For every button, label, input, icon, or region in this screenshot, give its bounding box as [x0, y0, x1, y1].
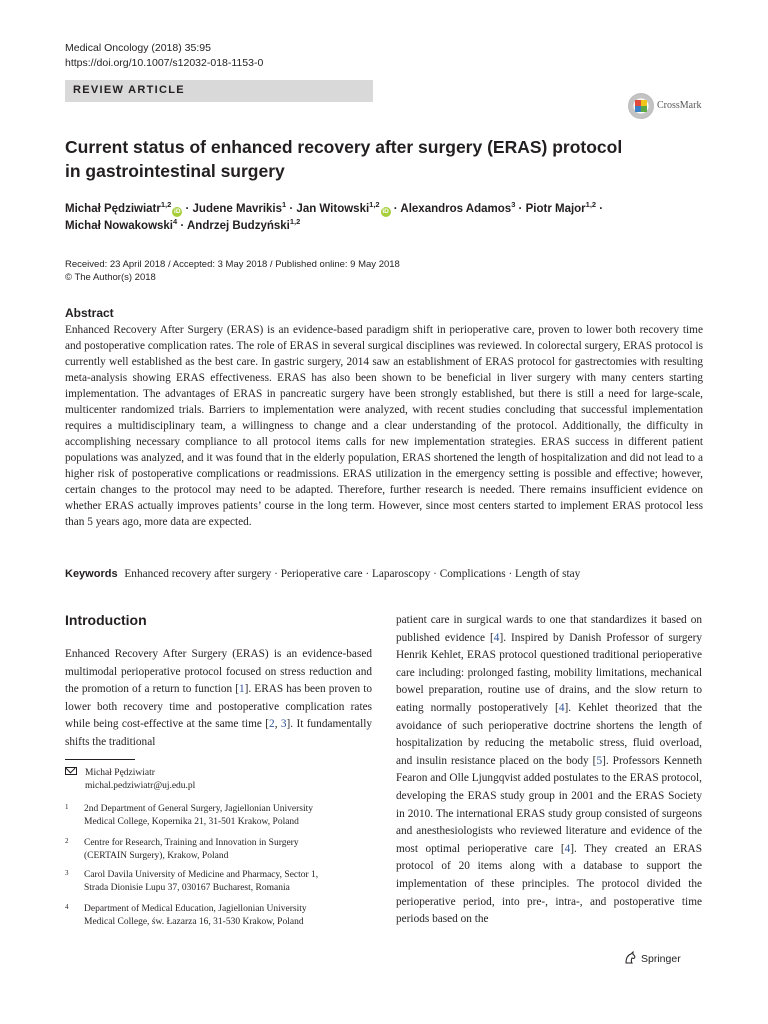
- citation-link[interactable]: 4: [558, 701, 565, 714]
- abstract-heading: Abstract: [65, 306, 114, 320]
- title-line: in gastrointestinal surgery: [65, 161, 285, 181]
- publisher-name: Springer: [641, 953, 681, 965]
- author-separator: ·: [596, 203, 604, 215]
- author-affiliation-marker: 1: [282, 200, 287, 209]
- orcid-icon[interactable]: iD: [174, 208, 181, 215]
- author-list: [65, 201, 705, 235]
- author-affiliation-marker: 1,2: [585, 200, 597, 209]
- body-text: ]. Inspired by Danish Professor of surgery Henrik Kehlet, ERAS protocol questioned traditional perioperative care including: prolonged fasting, mobility limitations, mechanical bowel preparation, routine use of drains, and the slow return to eating normally postoperatively [: [396, 631, 702, 714]
- author-separator: ·: [182, 203, 193, 215]
- author-separator: ·: [515, 203, 526, 215]
- citation-link[interactable]: 1: [238, 683, 245, 696]
- orcid-icon[interactable]: iD: [382, 208, 389, 215]
- affiliation-number: 1: [65, 803, 69, 811]
- author-name: Michał Nowakowski: [65, 220, 174, 232]
- body-text: patient care in surgical wards to one that standardizes it based on published evidence [: [396, 614, 702, 644]
- author-name: Piotr Major: [525, 203, 586, 215]
- doi-link[interactable]: https://doi.org/10.1007/s12032-018-1153-0: [65, 57, 264, 69]
- correspondence-email[interactable]: michal.pedziwiatr@uj.edu.pl: [85, 781, 196, 791]
- author-affiliation-marker: 3: [511, 200, 516, 209]
- author-name: Michał Pędziwiatr: [65, 203, 161, 215]
- springer-horse-icon: [623, 951, 637, 965]
- crossmark-label: CrossMark: [657, 100, 702, 111]
- body-text: ]. ERAS has been proven to lower both recovery time and postoperative complication rates while being cost-effective at the same time [: [65, 683, 373, 731]
- keywords: [65, 566, 705, 582]
- author-separator: ·: [286, 203, 297, 215]
- citation-link[interactable]: 2: [269, 718, 275, 731]
- affiliation-number: 3: [65, 869, 69, 877]
- body-text: ,: [274, 718, 281, 731]
- author-affiliation-marker: 1,2: [369, 200, 380, 209]
- keywords-text: Enhanced recovery after surgery · Perioperative care · Laparoscopy · Complications · Length of stay: [124, 568, 581, 580]
- envelope-icon: [65, 767, 77, 775]
- author-affiliation-marker: 1,2: [289, 217, 301, 226]
- author-separator: ·: [177, 220, 187, 232]
- body-text: ]. Kehlet theorized that the avoidance of such perioperative doctrine shortens the length of hospitalization by reducing the metabolic stress, fluid overload, and insulin resistance placed on the body [: [396, 701, 702, 767]
- citation-link[interactable]: 4: [493, 631, 500, 644]
- title-line: Current status of enhanced recovery after surgery (ERAS) protocol: [65, 137, 623, 157]
- introduction-heading: Introduction: [65, 612, 147, 628]
- body-text: ]. Professors Kenneth Fearon and Olle Ljungqvist added postulates to the ERAS protocol, developing the ERAS study group in 2001 and the ERAS Society in 2010. The international ERAS study group consisted of surgeons and anesthesiologists who reviewed literature and evidence of the most optimal perioperative care [: [396, 754, 702, 855]
- author-name: Judene Mavrikis: [192, 203, 283, 215]
- introduction-column-1: [65, 646, 372, 752]
- author-name: Jan Witowski: [296, 203, 370, 215]
- citation-link[interactable]: 4: [564, 842, 571, 855]
- footnote-divider: [65, 759, 135, 760]
- author-affiliation-marker: 1,2: [160, 200, 172, 209]
- author-name: Andrzej Budzyński: [186, 220, 290, 232]
- affiliation-line: Centre for Research, Training and Innovation in Surgery: [84, 838, 299, 848]
- author-separator: ·: [390, 203, 401, 215]
- article-type-banner: [65, 80, 373, 102]
- crossmark-badge[interactable]: [628, 93, 708, 121]
- article-title: [65, 135, 685, 183]
- body-text: Enhanced Recovery After Surgery (ERAS) is an evidence-based multimodal perioperative protocol focused on stress reduction and the promotion of a return to function [: [65, 648, 372, 696]
- author-affiliation-marker: 4: [173, 217, 178, 226]
- affiliation-number: 2: [65, 837, 69, 845]
- affiliation-line: Medical College, Kopernika 21, 31-501 Krakow, Poland: [84, 817, 299, 827]
- publication-dates: Received: 23 April 2018 / Accepted: 3 May 2018 / Published online: 9 May 2018: [65, 259, 400, 270]
- citation-link[interactable]: 3: [280, 718, 287, 731]
- affiliation-line: Strada Dionisie Lupu 37, 030167 Bucharest, Romania: [84, 883, 290, 893]
- crossmark-icon: [628, 93, 654, 119]
- introduction-column-2: [396, 612, 702, 929]
- correspondence-name: Michał Pędziwiatr: [85, 768, 155, 778]
- affiliation-line: (CERTAIN Surgery), Krakow, Poland: [84, 851, 229, 861]
- body-text: ]. They created an ERAS protocol of 20 items along with a database to support the implementation of these principles. The protocol divided the perioperative period, into pre-, intra-, and postoperative time periods based on the: [396, 842, 702, 926]
- author-name: Alexandros Adamos: [400, 203, 512, 215]
- body-text: ]. It fundamentally shifts the traditional: [65, 718, 373, 748]
- abstract-text: Enhanced Recovery After Surgery (ERAS) is an evidence-based paradigm shift in perioperative care, proven to lower both recovery time and postoperative complication rates. The role of ERAS in several surgical disciplines was reviewed. In colorectal surgery, ERAS protocol is currently well established as the best care. In gastric surgery, 2014 saw an establishment of ERAS protocol for gastrectomies with resulting meta-analysis showing ERAS effectiveness. ERAS has also been shown to be beneficial in liver surgery with many centers starting implementation. The advantages of ERAS in pancreatic surgery have been strongly established, but there is still a need for large-scale, multicenter randomized trials. Barriers to implementation were analyzed, with recent studies concluding that successful implementation requires a multidisciplinary team, a willingness to change and a clear understanding of the protocol. Additionally, the difficulty in accomplishing necessary compliance to all protocol items calls for new implementation strategies. ERAS success in different patient populations was analyzed, and it was found that in the elderly population, ERAS shortened the length of hospitalization and did not lead to a higher risk of postoperative complications or readmissions. ERAS utilization in the emergency setting is possible and effective; however, certain changes to the protocol may need to be adapted. Therefore, further research is needed. There remains insufficient evidence on whether ERAS actually improves patients’ course in the long term. However, since most centers started to implement ERAS protocol less than 5 years ago, more data are expected.: [65, 324, 703, 528]
- copyright-notice: © The Author(s) 2018: [65, 272, 156, 283]
- article-type-label: REVIEW ARTICLE: [73, 84, 185, 96]
- affiliation-line: Carol Davila University of Medicine and Pharmacy, Sector 1,: [84, 870, 319, 880]
- keywords-label: Keywords: [65, 568, 118, 580]
- affiliation-line: 2nd Department of General Surgery, Jagiellonian University: [84, 804, 313, 814]
- affiliation-line: Department of Medical Education, Jagiellonian University: [84, 904, 307, 914]
- journal-citation: Medical Oncology (2018) 35:95: [65, 42, 211, 54]
- publisher-mark: [623, 951, 681, 965]
- citation-link[interactable]: 5: [596, 754, 603, 767]
- affiliation-number: 4: [65, 903, 69, 911]
- affiliation-line: Medical College, św. Łazarza 16, 31-530 Krakow, Poland: [84, 917, 304, 927]
- correspondence: [65, 767, 196, 791]
